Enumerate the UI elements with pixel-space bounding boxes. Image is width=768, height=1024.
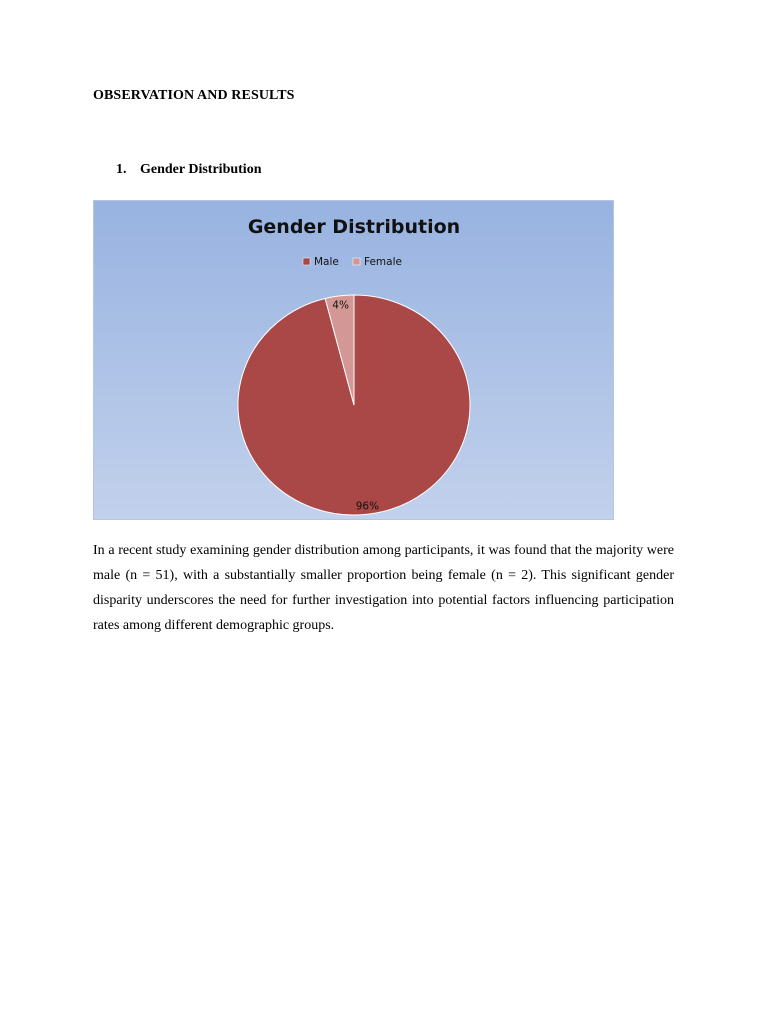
pie-chart-svg	[94, 201, 615, 521]
legend-swatch-male	[303, 258, 310, 265]
pie-chart	[93, 200, 614, 520]
legend-label-male: Male	[314, 256, 339, 268]
subsection-title: Gender Distribution	[140, 162, 262, 177]
subsection-heading	[116, 162, 261, 178]
results-paragraph: In a recent study examining gender distribution among participants, it was found that the majority were male (n = 51), with a substantially smaller proportion being female (n = 2). This significant gender disparity underscores the need for further investigation into potential factors influencing participation rates among different demographic groups.	[93, 543, 674, 633]
data-label-female: 4%	[332, 299, 349, 312]
pie-slices	[238, 295, 470, 515]
chart-title: Gender Distribution	[247, 216, 461, 238]
chart-legend	[303, 256, 402, 268]
subsection-number: 1.	[116, 162, 127, 177]
section-heading: OBSERVATION AND RESULTS	[93, 88, 295, 103]
legend-swatch-female	[353, 258, 360, 265]
legend-label-female: Female	[364, 256, 402, 268]
data-label-male: 96%	[355, 500, 380, 513]
